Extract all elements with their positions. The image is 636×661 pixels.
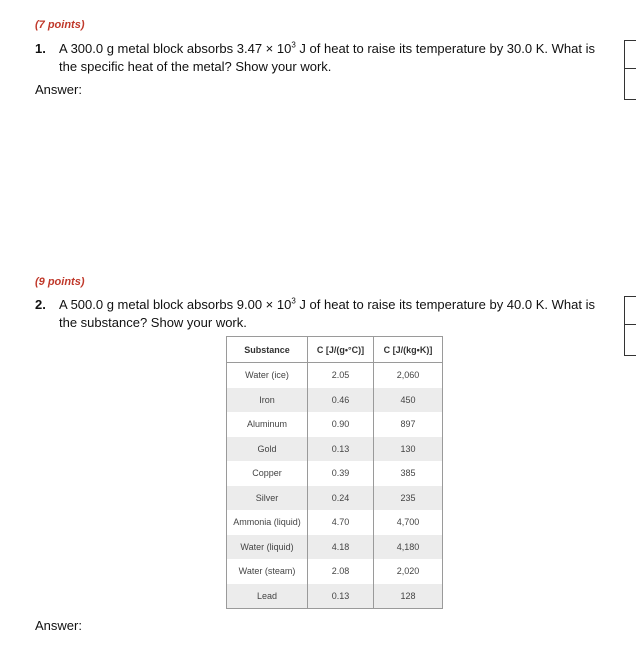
table-row: [227, 510, 443, 535]
table-row: [227, 412, 443, 437]
question-2-points: (9 points): [35, 276, 85, 288]
table-row: [227, 584, 443, 609]
specific-heat-table: [226, 336, 443, 609]
substance-cell: Ammonia (liquid): [227, 510, 308, 535]
substance-cell: Silver: [227, 486, 308, 511]
table-header-row: [227, 337, 443, 363]
header-c-per-gram: C [J/(g•°C)]: [308, 337, 374, 363]
c-gram-cell: 0.90: [308, 412, 374, 437]
c-kg-cell: 4,180: [374, 535, 443, 560]
substance-cell: Aluminum: [227, 412, 308, 437]
table-row: [227, 363, 443, 388]
table-row: [227, 461, 443, 486]
c-kg-cell: 450: [374, 388, 443, 413]
table-row: [227, 486, 443, 511]
table-row: [227, 559, 443, 584]
substance-cell: Copper: [227, 461, 308, 486]
c-gram-cell: 2.05: [308, 363, 374, 388]
c-kg-cell: 385: [374, 461, 443, 486]
question-1-number: 1.: [35, 41, 46, 56]
table-row: [227, 535, 443, 560]
substance-cell: Iron: [227, 388, 308, 413]
side-answer-box[interactable]: [624, 68, 636, 100]
question-2-number: 2.: [35, 297, 46, 312]
substance-cell: Water (ice): [227, 363, 308, 388]
c-gram-cell: 4.18: [308, 535, 374, 560]
c-kg-cell: 897: [374, 412, 443, 437]
question-2-text: A 500.0 g metal block absorbs $9.00 \times 10^3$ J of heat to raise its temperature by 40.0 K. What is the substance? Show your work.: [59, 296, 595, 330]
table-row: [227, 388, 443, 413]
c-gram-cell: 0.46: [308, 388, 374, 413]
c-gram-cell: 0.24: [308, 486, 374, 511]
substance-cell: Lead: [227, 584, 308, 609]
question-1-points: (7 points): [35, 19, 85, 31]
c-gram-cell: 0.13: [308, 437, 374, 462]
c-kg-cell: 235: [374, 486, 443, 511]
question-1-answer-label: Answer:: [35, 82, 82, 97]
c-gram-cell: 0.13: [308, 584, 374, 609]
substance-cell: Gold: [227, 437, 308, 462]
c-kg-cell: 128: [374, 584, 443, 609]
c-gram-cell: 4.70: [308, 510, 374, 535]
c-gram-cell: 0.39: [308, 461, 374, 486]
header-substance: Substance: [227, 337, 308, 363]
c-kg-cell: 4,700: [374, 510, 443, 535]
c-kg-cell: 2,060: [374, 363, 443, 388]
side-answer-box[interactable]: [624, 324, 636, 356]
c-kg-cell: 2,020: [374, 559, 443, 584]
question-2-answer-label: Answer:: [35, 618, 82, 633]
substance-cell: Water (liquid): [227, 535, 308, 560]
c-kg-cell: 130: [374, 437, 443, 462]
table-row: [227, 437, 443, 462]
substance-cell: Water (steam): [227, 559, 308, 584]
c-gram-cell: 2.08: [308, 559, 374, 584]
header-c-per-kg: C [J/(kg•K)]: [374, 337, 443, 363]
question-1-text: A 300.0 g metal block absorbs $3.47 \times 10^3$ J of heat to raise its temperature by 30.0 K. What is the specific heat of the metal? Show your work.: [59, 40, 595, 74]
